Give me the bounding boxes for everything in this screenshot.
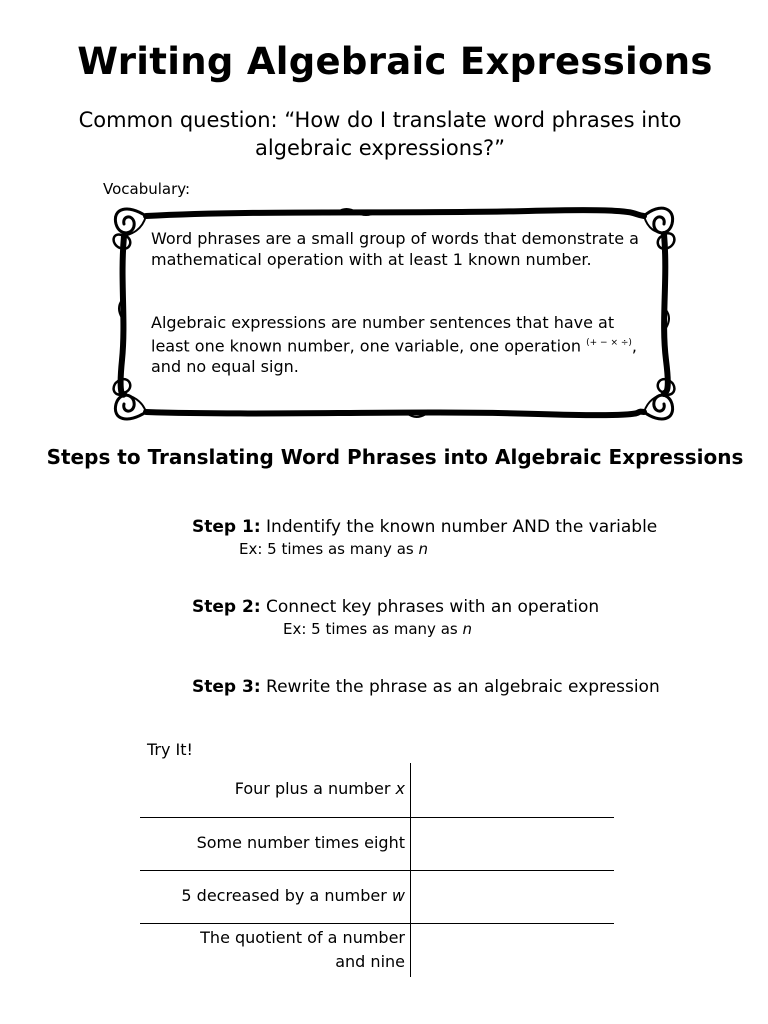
step-label: Step 3: <box>192 677 261 697</box>
step-text: Connect key phrases with an operation <box>266 597 600 617</box>
example-text: Ex: 5 times as many as <box>283 620 463 638</box>
example-variable: n <box>418 540 428 558</box>
step-2-example <box>283 620 472 638</box>
phrase-cell <box>140 763 405 801</box>
common-question: Common question: “How do I translate word phrases into algebraic expressions?” <box>78 108 682 160</box>
phrase-cell <box>140 818 405 855</box>
definition-text: Algebraic expressions are number sentences that have at least one known number, one variable, one operation <box>151 313 615 356</box>
step-3 <box>192 677 660 697</box>
phrase-text: Some number times eight <box>196 833 405 852</box>
try-it-label: Try It! <box>147 740 193 759</box>
operations-symbols: (+ − × ÷) <box>586 338 632 348</box>
table-row <box>140 763 614 818</box>
table-divider <box>410 763 411 977</box>
vocabulary-definitions <box>151 228 651 388</box>
step-text: Rewrite the phrase as an algebraic expression <box>266 677 660 697</box>
step-label: Step 2: <box>192 597 261 617</box>
table-row <box>140 818 614 871</box>
table-row <box>140 871 614 924</box>
step-label: Step 1: <box>192 517 261 537</box>
table-row <box>140 924 614 980</box>
vocabulary-label: Vocabulary: <box>103 180 191 198</box>
algebraic-expressions-definition <box>151 312 651 377</box>
phrase-text: 5 decreased by a number <box>181 886 392 905</box>
phrase-text: Four plus a number <box>234 779 396 798</box>
step-1-example <box>239 540 428 558</box>
definition-text-end: , and no equal sign. <box>151 336 637 377</box>
phrase-text: The quotient of a number and nine <box>200 928 405 971</box>
vocabulary-frame <box>108 200 680 426</box>
phrase-cell <box>140 924 405 974</box>
page-title: Writing Algebraic Expressions <box>77 40 713 83</box>
phrase-variable: w <box>391 886 405 905</box>
example-variable: n <box>462 620 472 638</box>
step-1 <box>192 517 657 537</box>
steps-heading: Steps to Translating Word Phrases into Algebraic Expressions <box>46 445 744 469</box>
phrase-variable: x <box>395 779 405 798</box>
step-2 <box>192 597 599 617</box>
example-text: Ex: 5 times as many as <box>239 540 419 558</box>
phrase-cell <box>140 871 405 908</box>
word-phrases-definition: Word phrases are a small group of words that demonstrate a mathematical operation with at least 1 known number. <box>151 229 639 269</box>
step-text: Indentify the known number AND the variable <box>266 517 658 537</box>
try-it-table <box>140 763 614 980</box>
